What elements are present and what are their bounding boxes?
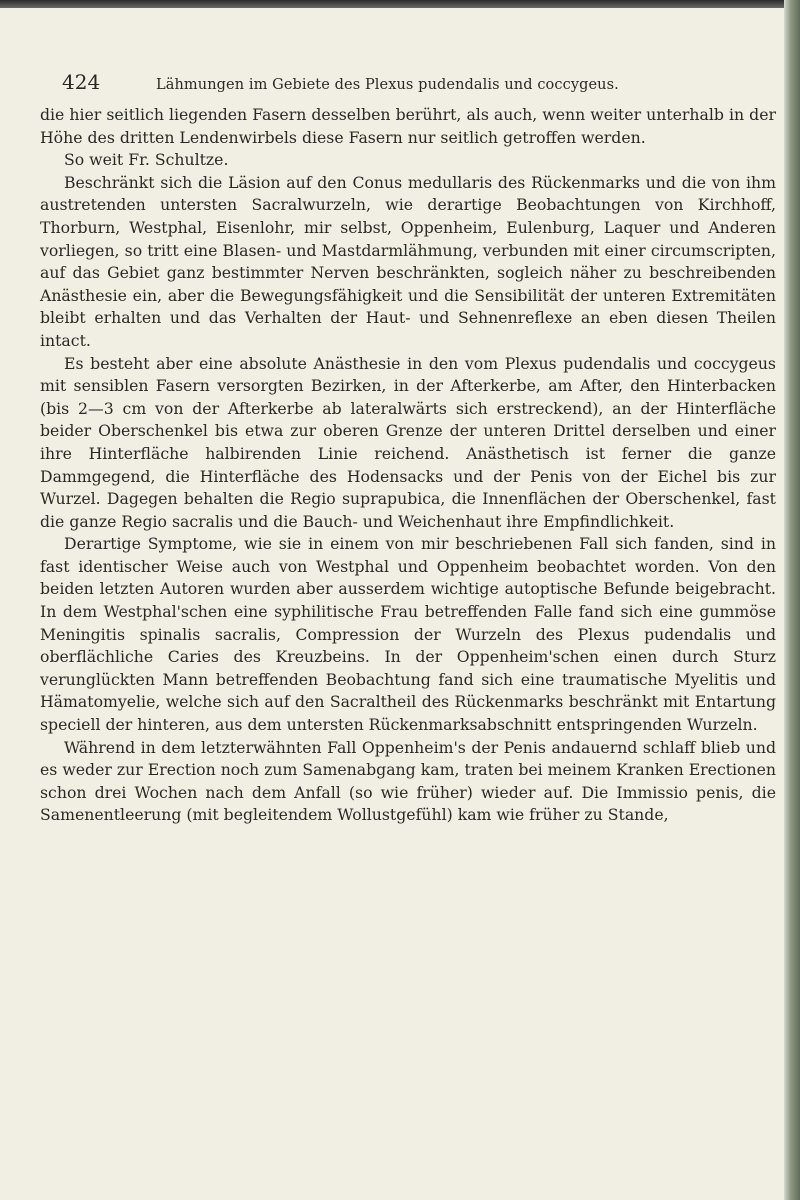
paragraph-6: Während in dem letzterwähnten Fall Oppenheim's der Penis andauernd schlaff blieb und es weder zur Erection noch zum Samenabgang kam, traten bei meinem Kranken Erectionen schon drei Wochen nach dem Anfall (so wie früher) wieder auf. Die Immissio penis, die Samenentleerung (mit begleitendem Wollustgefühl) kam wie früher zu Stande, (40, 737, 776, 825)
book-page (40, 70, 780, 827)
paragraph-3: Beschränkt sich die Läsion auf den Conus medullaris des Rückenmarks und die von ihm austretenden untersten Sacralwurzeln, wie derartige Beobachtungen von Kirchhoff, Thorburn, Westphal, Eisenlohr, mir selbst, Oppenheim, Eulenburg, Laquer und Anderen vorliegen, so tritt eine Blasen- und Mastdarmlähmung, verbunden mit einer circumscripten, auf das Gebiet ganz bestimmter Nerven beschränkten, sogleich näher zu beschreibenden Anästhesie ein, aber die Bewegungsfähigkeit und die Sensibilität der unteren Extremitäten bleibt erhalten und das Verhalten der Haut- und Sehnenreflexe an eben diesen Theilen intact. (40, 172, 776, 350)
page-top-edge (0, 0, 800, 8)
page-header (40, 70, 780, 104)
page-number: 424 (62, 70, 101, 94)
paragraph-2: So weit Fr. Schultze. (64, 150, 229, 170)
paragraph-1: die hier seitlich liegenden Fasern desselben berührt, als auch, wenn weiter unterhalb in der Höhe des dritten Lendenwirbels diese Fasern nur seitlich getroffen werden. (40, 105, 776, 147)
body-text (40, 104, 780, 827)
running-title: Lähmungen im Gebiete des Plexus pudendalis und coccygeus. (156, 77, 619, 93)
book-page-edge (784, 0, 800, 1200)
paragraph-4: Es besteht aber eine absolute Anästhesie in den vom Plexus pudendalis und coccygeus mit sensiblen Fasern versorgten Bezirken, in der Afterkerbe, am After, den Hinterbacken (bis 2—3 cm von der Afterkerbe ab lateralwärts sich erstreckend), an der Hinterfläche beider Oberschenkel bis etwa zur oberen Grenze der unteren Drittel derselben und einer ihre Hinterfläche halbirenden Linie reichend. Anästhetisch ist ferner die ganze Dammgegend, die Hinterfläche des Hodensacks und der Penis von der Eichel bis zur Wurzel. Dagegen behalten die Regio suprapubica, die Innenflächen der Oberschenkel, fast die ganze Regio sacralis und die Bauch- und Weichenhaut ihre Empfindlichkeit. (40, 353, 776, 531)
paragraph-5: Derartige Symptome, wie sie in einem von mir beschriebenen Fall sich fanden, sind in fast identischer Weise auch von Westphal und Oppenheim beobachtet worden. Von den beiden letzten Autoren wurden aber ausserdem wichtige autoptische Befunde beigebracht. In dem Westphal'schen eine syphilitische Frau betreffenden Falle fand sich eine gummöse Meningitis spinalis sacralis, Compression der Wurzeln des Plexus pudendalis und oberflächliche Caries des Kreuzbeins. In der Oppenheim'schen einen durch Sturz verunglückten Mann betreffenden Beobachtung fand sich eine traumatische Myelitis und Hämatomyelie, welche sich auf den Sacraltheil des Rückenmarks beschränkt mit Entartung speciell der hinteren, aus dem untersten Rückenmarksabschnitt entspringenden Wurzeln. (40, 534, 776, 735)
